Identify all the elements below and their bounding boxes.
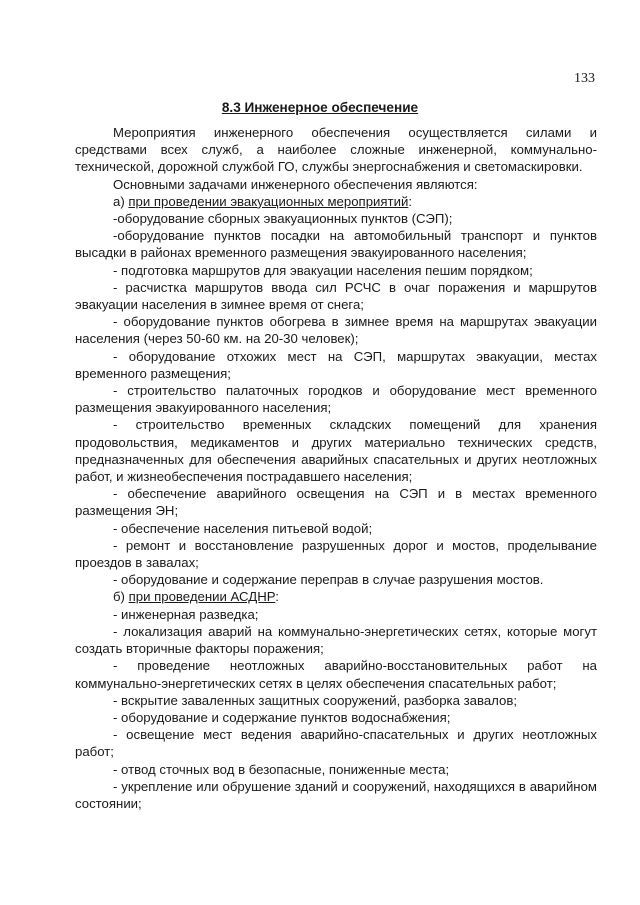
list-item: - инженерная разведка; <box>113 606 259 622</box>
list-item: - обеспечение населения питьевой водой; <box>113 520 373 536</box>
list-item: - отвод сточных вод в безопасные, пониженные места; <box>113 761 450 777</box>
list-item: - подготовка маршрутов для эвакуации населения пешим порядком; <box>113 262 533 278</box>
list-item: - вскрытие заваленных защитных сооружений, разборка завалов; <box>113 692 518 708</box>
list-item: - проведение неотложных аварийно-восстановительных работ на коммунально-энергетических сетях в целях обеспечения спасательных работ; <box>75 658 597 691</box>
list-item: - укрепление или обрушение зданий и сооружений, находящихся в аварийном состоянии; <box>75 778 597 811</box>
list-item: - локализация аварий на коммунально-энергетических сетях, которые могут создать вторичные факторы поражения; <box>75 623 597 657</box>
list-item: - оборудование и содержание пунктов водоснабжения; <box>113 709 451 725</box>
list-item: - ремонт и восстановление разрушенных дорог и мостов, проделывание проездов в завалах; <box>75 537 597 571</box>
section-heading: 8.3 Инженерное обеспечение <box>221 100 419 115</box>
list-item: -оборудование пунктов посадки на автомобильный транспорт и пунктов высадки в районах временного размещения эвакуированного населения; <box>75 228 597 261</box>
list-item: -оборудование сборных эвакуационных пунктов (СЭП); <box>113 211 453 227</box>
list-item: - обеспечение аварийного освещения на СЭП и в местах временного размещения ЭН; <box>75 486 597 519</box>
paragraph: Основными задачами инженерного обеспечения являются: <box>113 176 478 192</box>
subsection-title: при проведении АСДНР <box>128 589 276 605</box>
subsection-prefix: б) <box>113 589 129 605</box>
list-item: - оборудование пунктов обогрева в зимнее время на маршрутах эвакуации населения (через 50-60 км. на 20-30 человек); <box>75 314 597 347</box>
subsection-suffix: : <box>408 193 412 209</box>
body-text <box>75 124 597 812</box>
paragraph: Мероприятия инженерного обеспечения осуществляется силами и средствами всех служб, а наиболее сложные инженерной, коммунально-технической, дорожной службой ГО, службы энергоснабжения и светомаскировки. <box>75 125 597 175</box>
page-number: 133 <box>574 71 595 86</box>
subsection-prefix: а) <box>113 193 129 209</box>
list-item: - оборудование отхожих мест на СЭП, маршрутах эвакуации, местах временного размещения; <box>75 348 597 381</box>
subsection-label <box>75 588 597 605</box>
list-item: - освещение мест ведения аварийно-спасательных и других неотложных работ; <box>75 727 597 760</box>
list-item: - строительство временных складских помещений для хранения продовольствия, медикаментов и других материально технических средств, предназначенных для обеспечения аварийных спасательных и других неотложных работ, и жизнеобеспечения пострадавшего населения; <box>75 417 597 485</box>
list-item: - расчистка маршрутов ввода сил РСЧС в очаг поражения и маршрутов эвакуации населения в зимнее время от снега; <box>75 279 597 313</box>
subsection-suffix: : <box>275 589 279 605</box>
list-item: - строительство палаточных городков и оборудование мест временного размещения эвакуированного населения; <box>75 383 597 416</box>
list-item: - оборудование и содержание переправ в случае разрушения мостов. <box>113 572 544 588</box>
subsection-title: при проведении эвакуационных мероприятий <box>128 193 409 209</box>
subsection-label <box>75 193 597 210</box>
